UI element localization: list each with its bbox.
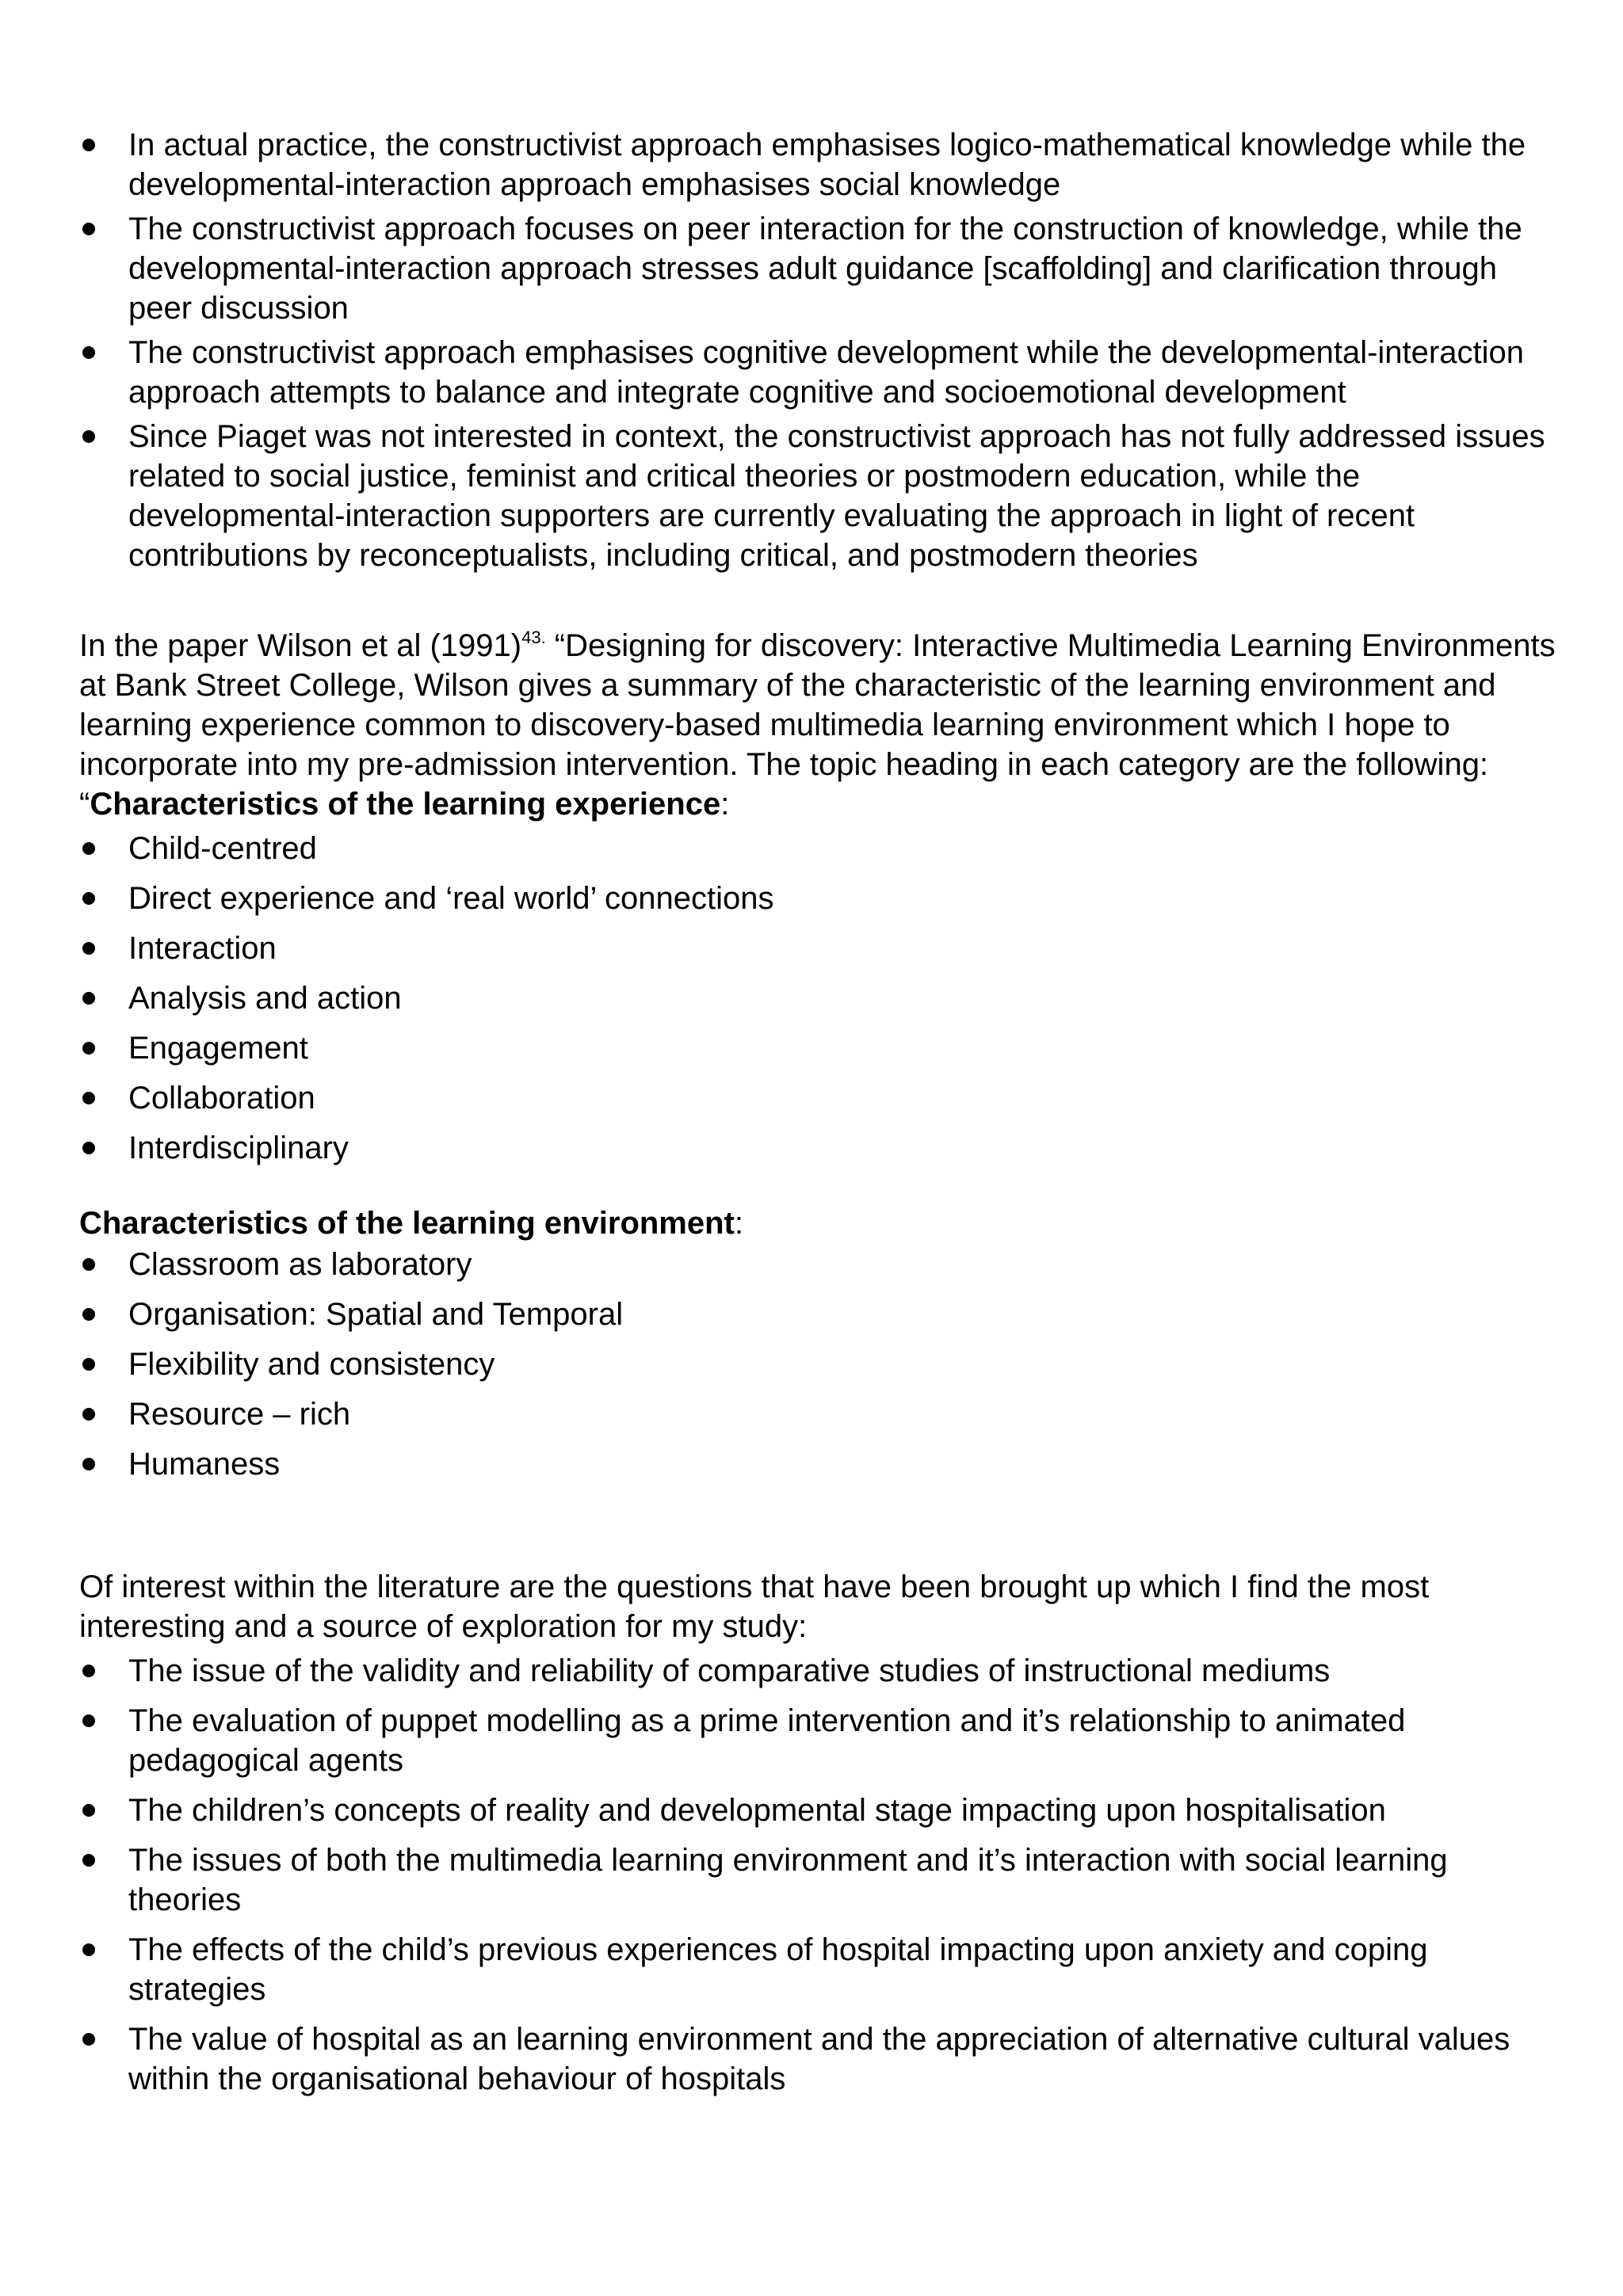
list-item (79, 125, 1569, 204)
bullet-icon (82, 430, 95, 443)
list-item-text: Flexibility and consistency (128, 1347, 495, 1382)
list-item (79, 1791, 1569, 1830)
bullet-icon (82, 1714, 95, 1727)
environment-heading (79, 1203, 1569, 1243)
list-item (79, 1078, 1569, 1118)
intro-bullet-list (79, 125, 1569, 575)
environment-list (79, 1245, 1569, 1484)
spacer (79, 580, 1569, 626)
list-item (79, 1128, 1569, 1168)
bullet-icon (82, 2033, 95, 2046)
bullet-icon (82, 1943, 95, 1956)
bullet-icon (82, 1854, 95, 1867)
page-content (79, 125, 1569, 2109)
experience-list (79, 829, 1569, 1168)
list-item (79, 333, 1569, 412)
list-item-text: The children’s concepts of reality and developmental stage impacting upon hospitalisation (128, 1793, 1386, 1828)
bullet-icon (82, 1358, 95, 1371)
list-item (79, 1701, 1569, 1780)
list-item-text: The effects of the child’s previous experiences of hospital impacting upon anxiety and coping strategies (128, 1932, 1428, 2007)
bullet-icon (82, 223, 95, 235)
list-item (79, 829, 1569, 868)
list-item-text: In actual practice, the constructivist approach emphasises logico-mathematical knowledge while the developmental-interaction approach emphasises social knowledge (128, 128, 1526, 202)
experience-heading (79, 784, 1569, 824)
list-item-text: Direct experience and ‘real world’ connections (128, 881, 774, 916)
list-item (79, 879, 1569, 918)
bullet-icon (82, 1458, 95, 1470)
list-item-text: The constructivist approach focuses on peer interaction for the construction of knowledge, while the developmental-interaction approach stresses adult guidance [scaffolding] and clarification through peer discussion (128, 212, 1522, 326)
list-item-text: The constructivist approach emphasises cognitive development while the developmental-interaction approach attempts to balance and integrate cognitive and socioemotional development (128, 335, 1524, 410)
bullet-icon (82, 139, 95, 151)
list-item-text: Resource – rich (128, 1397, 351, 1432)
list-item (79, 1295, 1569, 1334)
list-item (79, 1394, 1569, 1434)
bullet-icon (82, 1092, 95, 1104)
list-item (79, 1930, 1569, 2009)
spacer (79, 1494, 1569, 1567)
list-item-text: The evaluation of puppet modelling as a prime intervention and it’s relationship to animated pedagogical agents (128, 1703, 1406, 1778)
list-item (79, 417, 1569, 575)
list-item-text: Interaction (128, 931, 277, 966)
wilson-paragraph-rest: “Designing for discovery: Interactive Multimedia Learning Environments at Bank Street College, Wilson gives a summary of the characteristic of the learning environment and learning experience common to discovery-based multimedia learning environment which I hope to incorporate into my pre-admission intervention. The topic heading in each category are the following: (79, 628, 1556, 782)
bullet-icon (82, 992, 95, 1005)
list-item-text: Engagement (128, 1031, 308, 1066)
list-item-text: Since Piaget was not interested in context, the constructivist approach has not fully addressed issues related to social justice, feminist and critical theories or postmodern education, while the developmental-interaction supporters are currently evaluating the approach in light of recent contributions by reconceptualists, including critical, and postmodern theories (128, 419, 1545, 573)
open-quote: “ (79, 787, 90, 822)
wilson-paragraph (79, 626, 1569, 784)
list-item-text: Interdisciplinary (128, 1131, 349, 1165)
wilson-paragraph-lead: In the paper Wilson et al (1991) (79, 628, 522, 663)
questions-list (79, 1651, 1569, 2099)
bullet-icon (82, 1042, 95, 1055)
bullet-icon (82, 842, 95, 855)
list-item (79, 1028, 1569, 1068)
list-item (79, 929, 1569, 968)
bullet-icon (82, 1258, 95, 1271)
spacer (79, 1178, 1569, 1203)
list-item (79, 2019, 1569, 2099)
bullet-icon (82, 1308, 95, 1321)
list-item-text: The value of hospital as an learning environment and the appreciation of alternative cultural values within the organisational behaviour of hospitals (128, 2022, 1510, 2096)
bullet-icon (82, 892, 95, 905)
bullet-icon (82, 1665, 95, 1677)
list-item (79, 978, 1569, 1018)
list-item-text: Child-centred (128, 831, 317, 866)
bullet-icon (82, 1408, 95, 1421)
list-item (79, 1444, 1569, 1484)
bullet-icon (82, 1142, 95, 1154)
bullet-icon (82, 942, 95, 955)
questions-intro: Of interest within the literature are the questions that have been brought up which I find the most interesting and a source of exploration for my study: (79, 1569, 1430, 1644)
list-item-text: Humaness (128, 1447, 281, 1482)
list-item (79, 1651, 1569, 1691)
bullet-icon (82, 346, 95, 359)
experience-heading-text: Characteristics of the learning experience (90, 787, 721, 822)
bullet-icon (82, 1804, 95, 1817)
list-item-text: The issues of both the multimedia learning environment and it’s interaction with social learning theories (128, 1843, 1448, 1917)
heading-colon: : (734, 1206, 743, 1241)
list-item-text: Collaboration (128, 1081, 315, 1116)
list-item (79, 1840, 1569, 1920)
list-item-text: The issue of the validity and reliability of comparative studies of instructional mediums (128, 1653, 1331, 1688)
list-item (79, 1245, 1569, 1284)
citation-superscript: 43. (521, 627, 546, 647)
list-item (79, 209, 1569, 328)
list-item-text: Organisation: Spatial and Temporal (128, 1297, 624, 1332)
list-item (79, 1344, 1569, 1384)
environment-heading-text: Characteristics of the learning environment (79, 1206, 735, 1241)
list-item-text: Analysis and action (128, 981, 402, 1016)
heading-colon: : (720, 787, 730, 822)
list-item-text: Classroom as laboratory (128, 1247, 472, 1282)
